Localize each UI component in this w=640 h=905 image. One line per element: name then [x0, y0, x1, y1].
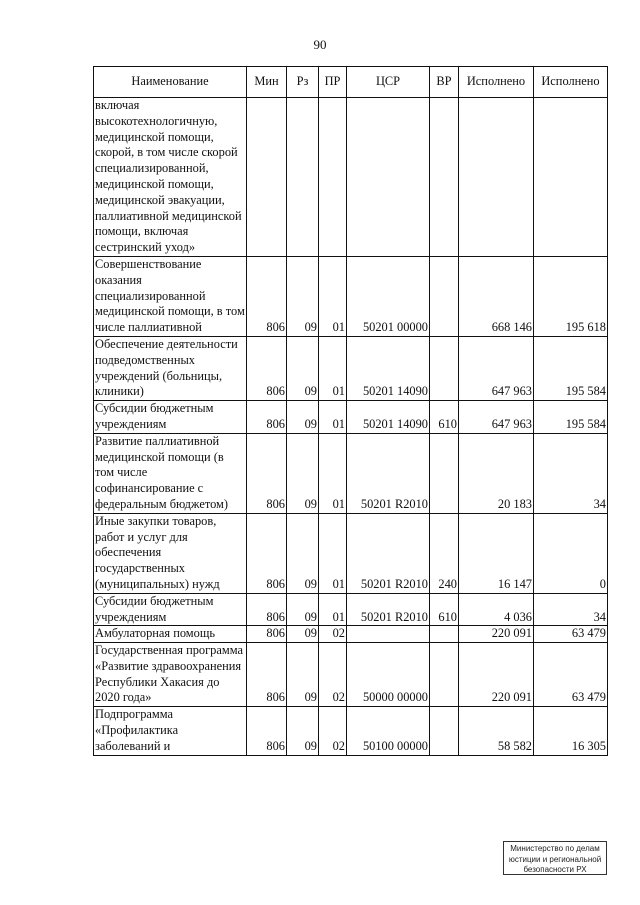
- cell-pr: 02: [319, 707, 347, 755]
- cell-csr: 50201 00000: [347, 256, 430, 336]
- cell-executed-2: 195 618: [534, 256, 608, 336]
- page-number: 90: [313, 37, 327, 52]
- cell-name: Обеспечение деятельности подведомственных учреждений (больницы, клиники): [94, 336, 247, 400]
- header-rz: Рз: [287, 67, 319, 98]
- cell-vr: [430, 98, 459, 257]
- table-row: [94, 626, 608, 643]
- cell-executed-2: [534, 98, 608, 257]
- cell-executed-1: 647 963: [459, 401, 534, 434]
- cell-executed-1: 20 183: [459, 433, 534, 513]
- cell-executed-2: 63 479: [534, 643, 608, 707]
- cell-executed-1: [459, 98, 534, 257]
- cell-csr: 50201 R2010: [347, 593, 430, 626]
- cell-executed-2: 63 479: [534, 626, 608, 643]
- cell-csr: 50201 R2010: [347, 433, 430, 513]
- cell-csr: [347, 98, 430, 257]
- cell-pr: 01: [319, 433, 347, 513]
- cell-pr: 02: [319, 626, 347, 643]
- cell-min: 806: [247, 513, 287, 593]
- cell-vr: [430, 433, 459, 513]
- cell-min: 806: [247, 256, 287, 336]
- cell-name: Субсидии бюджетным учреждениям: [94, 401, 247, 434]
- cell-executed-2: 195 584: [534, 401, 608, 434]
- cell-executed-2: 0: [534, 513, 608, 593]
- cell-name: включая высокотехнологичную, медицинской помощи, скорой, в том числе скорой специализированной, медицинской помощи, медицинской эвакуации, паллиативной медицинской помощи, включая сестринский уход»: [94, 98, 247, 257]
- cell-vr: 240: [430, 513, 459, 593]
- cell-name: Совершенствование оказания специализированной медицинской помощи, в том числе паллиативной: [94, 256, 247, 336]
- cell-csr: 50100 00000: [347, 707, 430, 755]
- cell-executed-2: 34: [534, 433, 608, 513]
- cell-executed-1: 58 582: [459, 707, 534, 755]
- cell-name: Подпрограмма «Профилактика заболеваний и: [94, 707, 247, 755]
- table-row: [94, 433, 608, 513]
- cell-rz: 09: [287, 707, 319, 755]
- cell-min: 806: [247, 707, 287, 755]
- cell-csr: 50000 00000: [347, 643, 430, 707]
- cell-rz: 09: [287, 433, 319, 513]
- cell-pr: [319, 98, 347, 257]
- table-row: [94, 401, 608, 434]
- cell-vr: [430, 336, 459, 400]
- cell-rz: 09: [287, 401, 319, 434]
- cell-pr: 02: [319, 643, 347, 707]
- cell-vr: 610: [430, 593, 459, 626]
- cell-rz: 09: [287, 643, 319, 707]
- header-name: Наименование: [94, 67, 247, 98]
- table-row: [94, 593, 608, 626]
- cell-csr: 50201 R2010: [347, 513, 430, 593]
- header-csr: ЦСР: [347, 67, 430, 98]
- cell-rz: 09: [287, 626, 319, 643]
- cell-min: 806: [247, 401, 287, 434]
- cell-rz: 09: [287, 593, 319, 626]
- stamp-line: юстиции и региональной: [508, 854, 602, 864]
- cell-rz: [287, 98, 319, 257]
- cell-executed-2: 16 305: [534, 707, 608, 755]
- cell-executed-1: 16 147: [459, 513, 534, 593]
- cell-name: Амбулаторная помощь: [94, 626, 247, 643]
- cell-vr: [430, 626, 459, 643]
- table-row: [94, 98, 608, 257]
- cell-executed-1: 220 091: [459, 626, 534, 643]
- cell-csr: 50201 14090: [347, 401, 430, 434]
- table-row: [94, 643, 608, 707]
- table-row: [94, 336, 608, 400]
- cell-csr: 50201 14090: [347, 336, 430, 400]
- cell-executed-2: 195 584: [534, 336, 608, 400]
- header-executed-1: Исполнено: [459, 67, 534, 98]
- cell-pr: 01: [319, 256, 347, 336]
- cell-name: Государственная программа «Развитие здравоохранения Республики Хакасия до 2020 года»: [94, 643, 247, 707]
- cell-min: 806: [247, 643, 287, 707]
- cell-executed-1: 668 146: [459, 256, 534, 336]
- header-min: Мин: [247, 67, 287, 98]
- cell-min: 806: [247, 336, 287, 400]
- cell-name: Развитие паллиативной медицинской помощи (в том числе софинансирование с федеральным бюджетом): [94, 433, 247, 513]
- stamp-line: Министерство по делам: [510, 844, 600, 853]
- cell-executed-1: 647 963: [459, 336, 534, 400]
- cell-executed-2: 34: [534, 593, 608, 626]
- cell-pr: 01: [319, 593, 347, 626]
- cell-rz: 09: [287, 256, 319, 336]
- cell-pr: 01: [319, 336, 347, 400]
- header-pr: ПР: [319, 67, 347, 98]
- cell-vr: [430, 707, 459, 755]
- cell-executed-1: 4 036: [459, 593, 534, 626]
- budget-table: [93, 66, 608, 756]
- registration-stamp: [503, 841, 607, 875]
- table-row: [94, 256, 608, 336]
- cell-rz: 09: [287, 336, 319, 400]
- table-row: [94, 707, 608, 755]
- cell-min: 806: [247, 593, 287, 626]
- cell-vr: [430, 256, 459, 336]
- cell-executed-1: 220 091: [459, 643, 534, 707]
- cell-min: 806: [247, 626, 287, 643]
- cell-vr: [430, 643, 459, 707]
- table-row: [94, 513, 608, 593]
- header-vr: ВР: [430, 67, 459, 98]
- table-header-row: [94, 67, 608, 98]
- cell-min: 806: [247, 433, 287, 513]
- cell-rz: 09: [287, 513, 319, 593]
- cell-name: Иные закупки товаров, работ и услуг для обеспечения государственных (муниципальных) нужд: [94, 513, 247, 593]
- cell-name: Субсидии бюджетным учреждениям: [94, 593, 247, 626]
- cell-pr: 01: [319, 401, 347, 434]
- stamp-line: безопасности РХ: [523, 865, 587, 874]
- cell-min: [247, 98, 287, 257]
- cell-csr: [347, 626, 430, 643]
- cell-vr: 610: [430, 401, 459, 434]
- cell-pr: 01: [319, 513, 347, 593]
- header-executed-2: Исполнено: [534, 67, 608, 98]
